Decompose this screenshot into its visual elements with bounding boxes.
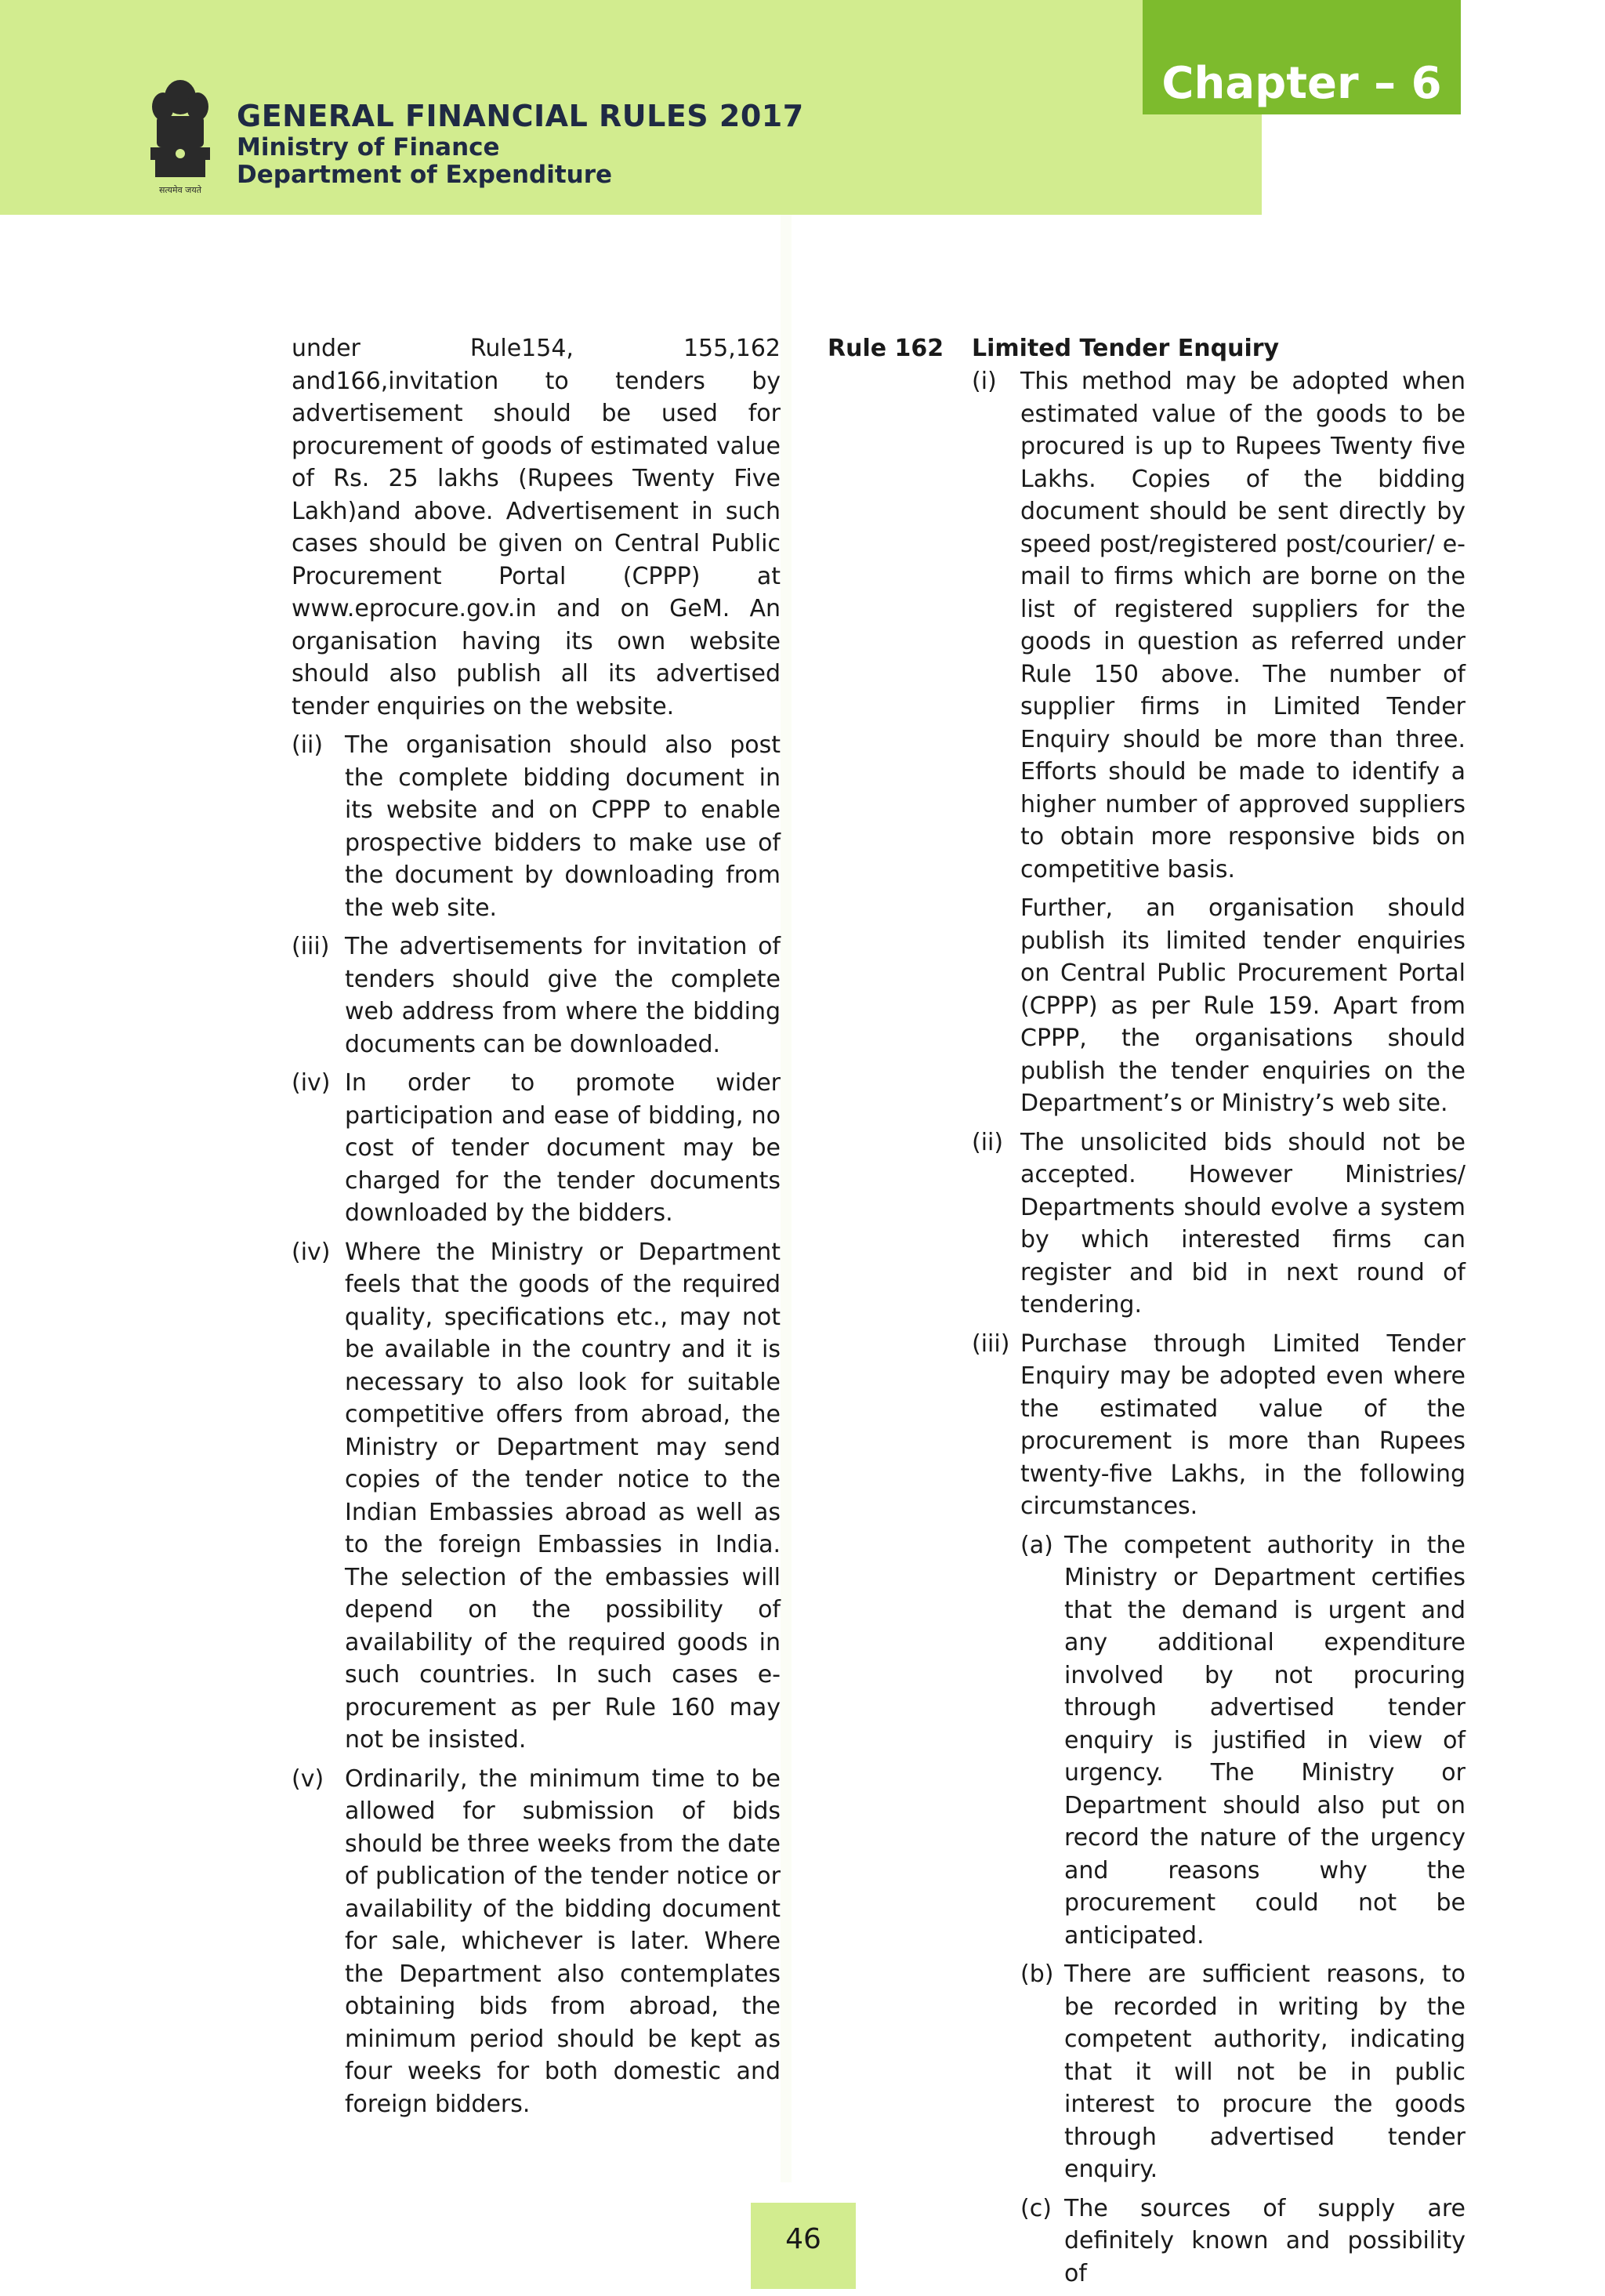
emblem-motto: सत्यमेव जयते	[158, 185, 202, 195]
header-ministry: Ministry of Finance	[237, 133, 500, 161]
page-number: 46	[785, 2223, 821, 2255]
item-text: The organisation should also post the complete bidding document in its website and on CPPP to enable prospective bidders to make use of the document by downloading from the web site.	[345, 731, 781, 922]
sub-item-letter: (a)	[1020, 1531, 1053, 1559]
item-text: The advertisements for invitation of tenders should give the complete web address from where the bidding documents can be downloaded.	[345, 933, 781, 1058]
item-number: (v)	[292, 1765, 324, 1793]
item-text: The unsolicited bids should not be accepted. However Ministries/ Departments should evolve a system by which interested firms can register and bid in next round of tendering.	[1020, 1128, 1466, 1318]
item-number: (ii)	[972, 1128, 1004, 1156]
list-item	[292, 1067, 781, 1230]
further-paragraph: Further, an organisation should publish its limited tender enquiries on Central Public Procurement Portal (CPPP) as per Rule 159. Apart from CPPP, the organisations should publish the tender enquiries on the Department’s or Ministry’s web site.	[1020, 894, 1466, 1117]
item-text: Purchase through Limited Tender Enquiry may be adopted even where the estimated value of the procurement is more than Rupees twenty-five Lakhs, in the following circumstances.	[1020, 1329, 1466, 1520]
list-item	[292, 729, 781, 924]
page-number-box	[751, 2203, 856, 2289]
header-department: Department of Expenditure	[237, 161, 613, 189]
item-text: This method may be adopted when estimated value of the goods to be procured is up to Rupees Twenty five Lakhs. Copies of the bidding document should be sent directly by speed post/registered post/courier/ e-mail to firms which are borne on the list of registered suppliers for the goods in question as referred under Rule 150 above. The number of supplier firms in Limited Tender Enquiry should be more than three. Efforts should be made to identify a higher number of approved suppliers to obtain more responsive bids on competitive basis.	[1020, 368, 1466, 883]
rule-title: Limited Tender Enquiry	[972, 335, 1280, 362]
item-text: Where the Ministry or Department feels that the goods of the required quality, specifications etc., may not be available in the country and it is necessary to also look for suitable competitive offers from abroad, the Ministry or Department may send copies of the tender notice to the Indian Embassies abroad as well as to the foreign Embassies in India. The selection of the embassies will depend on the possibility of availability of the required goods in such countries. In such cases e-procurement as per Rule 160 may not be insisted.	[345, 1238, 781, 1754]
list-item	[292, 930, 781, 1061]
list-item	[292, 1236, 781, 1757]
item-number: (ii)	[292, 731, 324, 759]
sub-item-letter: (c)	[1020, 2194, 1052, 2222]
item-text: In order to promote wider participation and ease of bidding, no cost of tender document may be charged for the tender documents downloaded by the bidders.	[345, 1069, 781, 1227]
item-number: (i)	[972, 368, 997, 395]
continuation-paragraph: under Rule154, 155,162 and166,invitation to tenders by advertisement should be used for procurement of goods of estimated value of Rs. 25 lakhs (Rupees Twenty Five Lakh)and above. Advertisement in such cases should be given on Central Public Procurement Portal (CPPP) at www.eprocure.gov.in and on GeM. An organisation having its own website should also publish all its advertised tender enquiries on the website.	[292, 335, 781, 720]
item-number: (iv)	[292, 1069, 331, 1097]
column-divider	[781, 215, 792, 2182]
sub-item-letter: (b)	[1020, 1960, 1054, 1988]
sub-item-text: The sources of supply are definitely known and possibility of	[1064, 2194, 1466, 2287]
rule-number: Rule 162	[828, 335, 944, 362]
list-item	[972, 1126, 1466, 1322]
right-column	[972, 365, 1466, 2296]
national-emblem-icon	[141, 75, 219, 201]
item-number: (iii)	[292, 933, 330, 960]
sub-list-item	[1020, 2193, 1466, 2291]
item-text: Ordinarily, the minimum time to be allowed for submission of bids should be three weeks from the date of publication of the tender notice or availability of the bidding document for sale, whichever is later. Where the Department also contemplates obtaining bids from abroad, the minimum period should be kept as four weeks for both domestic and foreign bidders.	[345, 1765, 781, 2118]
chapter-label: Chapter – 6	[1161, 58, 1442, 109]
sub-list-item	[1020, 1529, 1466, 1953]
sub-item-text: The competent authority in the Ministry or Department certifies that the demand is urgent and any additional expenditure involved by not procuring through advertised tender enquiry is justified in view of urgency. The Ministry or Department should also put on record the nature of the urgency and reasons why the procurement could not be anticipated.	[1064, 1531, 1466, 1950]
list-item	[972, 1328, 1466, 2291]
list-item	[292, 1763, 781, 2121]
item-number: (iv)	[292, 1238, 331, 1266]
sub-list-item	[1020, 1958, 1466, 2186]
chapter-tab	[1143, 0, 1461, 114]
left-column	[292, 332, 781, 2127]
list-item	[972, 365, 1466, 886]
item-number: (iii)	[972, 1329, 1010, 1358]
header-title: GENERAL FINANCIAL RULES 2017	[237, 99, 804, 133]
sub-item-text: There are sufficient reasons, to be recorded in writing by the competent authority, indicating that it will not be in public interest to procure the goods through advertised tender enquiry.	[1064, 1960, 1466, 2183]
